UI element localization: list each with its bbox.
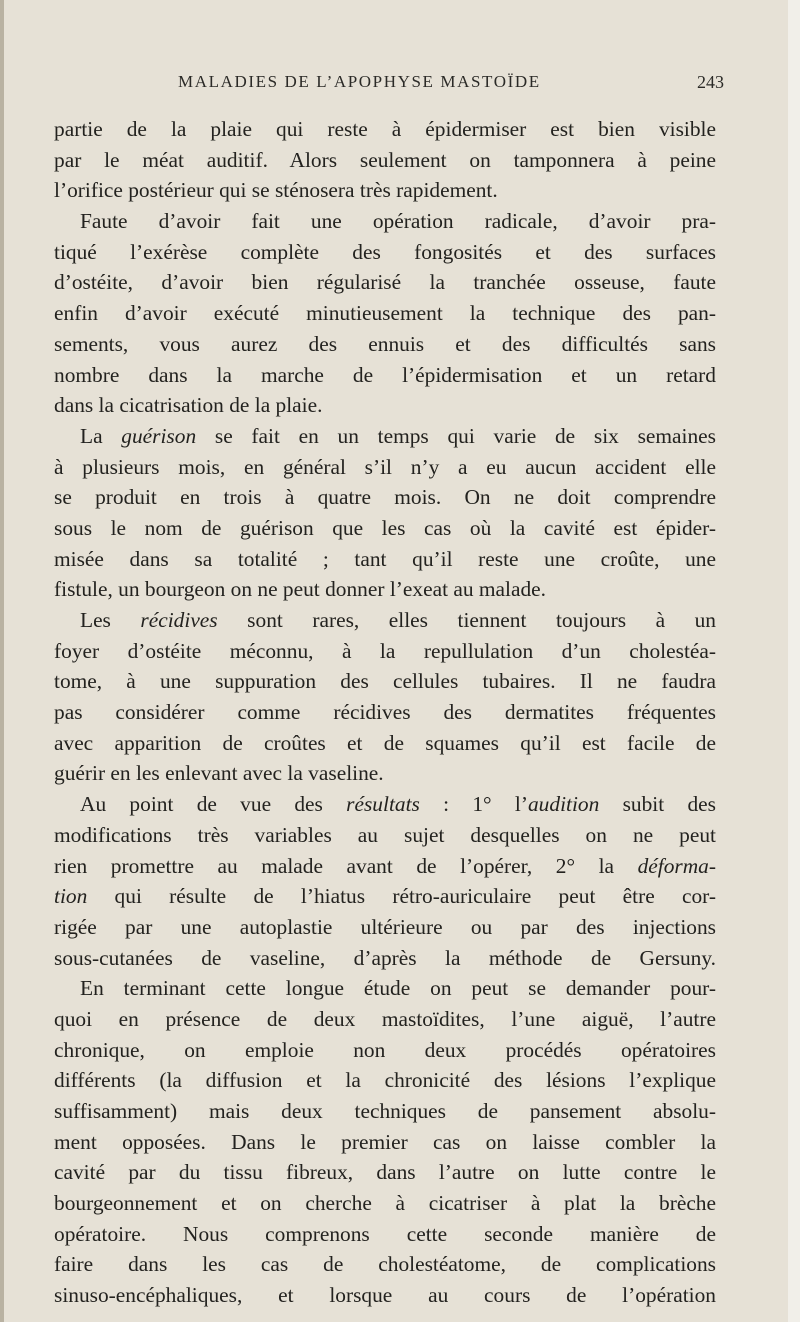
text-segment: cavité par du tissu fibreux, dans l’autre on lutte contre le (54, 1160, 716, 1185)
text-line (54, 1249, 716, 1280)
text-segment: : 1° l’ (419, 792, 528, 817)
text-line (54, 1188, 716, 1219)
text-line (54, 544, 716, 575)
italic-term: déforma- (637, 853, 716, 878)
text-line (54, 329, 716, 360)
text-segment: faire dans les cas de cholestéatome, de complications (54, 1252, 716, 1277)
text-segment: enfin d’avoir exécuté minutieusement la technique des pan- (54, 301, 716, 326)
text-line (54, 1127, 716, 1158)
text-line (54, 820, 716, 851)
text-segment: La (80, 423, 122, 448)
text-line (54, 1035, 716, 1066)
text-line (54, 267, 716, 298)
text-segment: opératoire. Nous comprenons cette seconde manière de (54, 1221, 716, 1246)
text-segment: sements, vous aurez des ennuis et des difficultés sans (54, 331, 716, 356)
text-line (54, 1004, 716, 1035)
text-segment: rien promettre au malade avant de l’opérer, 2° la (54, 853, 638, 878)
text-line (54, 636, 716, 667)
text-line (54, 298, 716, 329)
text-line (54, 145, 716, 176)
text-segment: différents (la diffusion et la chronicité des lésions l’explique (54, 1068, 716, 1093)
text-line (54, 605, 716, 636)
text-line (54, 390, 716, 421)
text-segment: Les (80, 608, 141, 632)
text-line (54, 452, 716, 483)
italic-term: résultats (346, 792, 420, 817)
text-line (54, 1096, 716, 1127)
text-segment: fistule, un bourgeon on ne peut donner l’exeat au malade. (54, 577, 547, 602)
text-segment: se fait en un temps qui varie de six semaines (196, 423, 716, 448)
text-line (54, 973, 716, 1004)
page-header (54, 72, 724, 100)
text-line (54, 1157, 716, 1188)
text-segment: par le méat auditif. Alors seulement on tamponnera à peine (54, 147, 716, 172)
text-line (54, 1219, 716, 1250)
text-segment: Au point de vue des (80, 792, 347, 817)
text-segment: guérir en les enlevant avec la vaseline. (54, 761, 384, 786)
text-segment: sont rares, elles tiennent toujours à un (217, 608, 716, 632)
text-segment: ment opposées. Dans le premier cas on laisse combler la (54, 1129, 716, 1154)
body-text (54, 114, 716, 1311)
italic-term: récidives (140, 608, 218, 632)
text-segment: sous le nom de guérison que les cas où la cavité est épider- (54, 515, 716, 540)
text-line (54, 574, 716, 605)
text-segment: misée dans sa totalité ; tant qu’il reste une croûte, une (54, 546, 716, 571)
text-line (54, 175, 716, 206)
text-segment: tome, à une suppuration des cellules tubaires. Il ne faudra (54, 669, 716, 694)
text-segment: l’orifice postérieur qui se sténosera très rapidement. (54, 178, 498, 203)
italic-term: audition (527, 792, 600, 817)
text-segment: pas considérer comme récidives des dermatites fréquentes (54, 700, 716, 725)
page-number: 243 (697, 72, 724, 92)
text-segment: partie de la plaie qui reste à épidermiser est bien visible (54, 117, 716, 141)
text-segment: sinuso-encéphaliques, et lorsque au cours de l’opération (54, 1283, 716, 1308)
text-segment: dans la cicatrisation de la plaie. (54, 393, 323, 418)
text-line (54, 1065, 716, 1096)
text-line (54, 360, 716, 391)
text-line (54, 421, 716, 452)
text-segment: à plusieurs mois, en général s’il n’y a eu aucun accident elle (54, 454, 716, 479)
italic-term: guérison (121, 423, 197, 448)
text-line (54, 758, 716, 789)
text-line (54, 912, 716, 943)
text-line (54, 513, 716, 544)
text-segment: d’ostéite, d’avoir bien régularisé la tranchée osseuse, faute (54, 270, 716, 295)
text-line (54, 482, 716, 513)
text-line (54, 851, 716, 882)
text-segment: tiqué l’exérèse complète des fongosités et des surfaces (54, 239, 716, 264)
text-line (54, 666, 716, 697)
italic-term: tion (54, 884, 88, 909)
text-line (54, 1280, 716, 1311)
text-line (54, 728, 716, 759)
text-segment: avec apparition de croûtes et de squames qu’il est facile de (54, 730, 716, 755)
text-segment: sous-cutanées de vaseline, d’après la méthode de Gersuny. (54, 945, 716, 970)
text-segment: rigée par une autoplastie ultérieure ou par des injections (54, 914, 716, 939)
text-segment: qui résulte de l’hiatus rétro-auriculaire peut être cor- (87, 884, 716, 909)
text-segment: modifications très variables au sujet desquelles on ne peut (54, 822, 716, 847)
text-segment: quoi en présence de deux mastoïdites, l’une aiguë, l’autre (54, 1006, 716, 1031)
text-line (54, 943, 716, 974)
text-line (54, 206, 716, 237)
text-segment: suffisamment) mais deux techniques de pansement absolu- (54, 1099, 716, 1123)
text-segment: subit des (599, 792, 716, 817)
text-segment: foyer d’ostéite méconnu, à la repullulation d’un cholestéa- (54, 638, 716, 663)
text-line (54, 881, 716, 912)
text-segment: se produit en trois à quatre mois. On ne doit comprendre (54, 485, 716, 510)
text-line (54, 697, 716, 728)
text-segment: bourgeonnement et on cherche à cicatriser à plat la brèche (54, 1191, 716, 1216)
text-segment: nombre dans la marche de l’épidermisation et un retard (54, 362, 716, 387)
text-line (54, 237, 716, 268)
text-segment: Faute d’avoir fait une opération radicale, d’avoir pra- (80, 209, 716, 234)
text-line (54, 789, 716, 820)
text-line (54, 114, 716, 145)
text-segment: En terminant cette longue étude on peut se demander pour- (80, 976, 716, 1001)
text-segment: chronique, on emploie non deux procédés opératoires (54, 1037, 716, 1062)
running-title: MALADIES DE L’APOPHYSE MASTOÏDE (178, 72, 541, 91)
